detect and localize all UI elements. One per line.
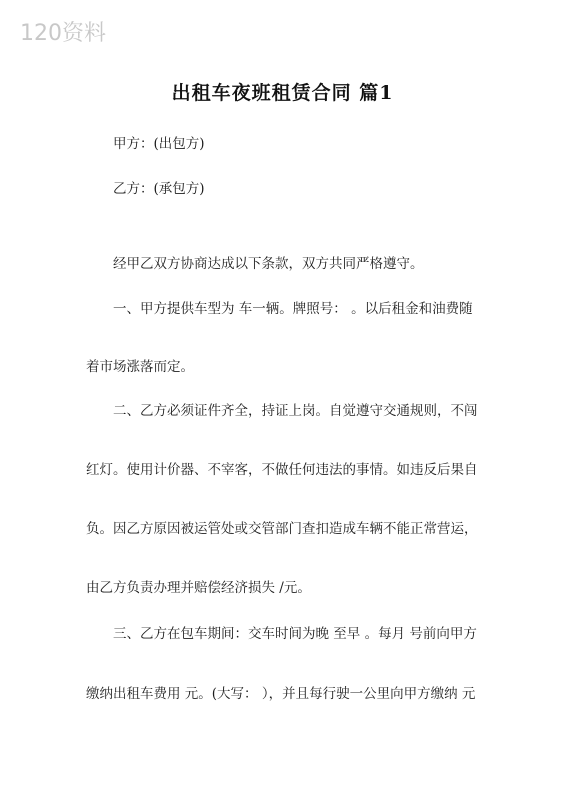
clause-1-line-2: 着市场涨落而定。 (86, 359, 194, 375)
party-b-line: 乙方：(承包方) (113, 181, 205, 197)
document-title: 出租车夜班租赁合同 篇1 (171, 82, 394, 104)
clause-2-line-1: 二、乙方必须证件齐全，持证上岗。自觉遵守交通规则，不闯 (113, 403, 478, 419)
clause-1-line-1: 一、甲方提供车型为 车一辆。牌照号： 。以后租金和油费随 (113, 301, 473, 317)
party-a-line: 甲方：(出包方) (113, 136, 205, 152)
intro-paragraph: 经甲乙双方协商达成以下条款，双方共同严格遵守。 (113, 256, 424, 272)
watermark-logo: 120资料 (20, 21, 106, 46)
clause-2-line-3: 负。因乙方原因被运管处或交管部门查扣造成车辆不能正常营运， (86, 521, 478, 537)
clause-2-line-2: 红灯。使用计价器、不宰客，不做任何违法的事情。如违反后果自 (86, 462, 478, 478)
clause-2-line-4: 由乙方负责办理并赔偿经济损失 /元。 (86, 580, 311, 596)
clause-3-line-2: 缴纳出租车费用 元。(大写： ），并且每行驶一公里向甲方缴纳 元 (86, 686, 476, 702)
clause-3-line-1: 三、乙方在包车期间：交车时间为晚 至早 。每月 号前向甲方 (113, 626, 477, 642)
